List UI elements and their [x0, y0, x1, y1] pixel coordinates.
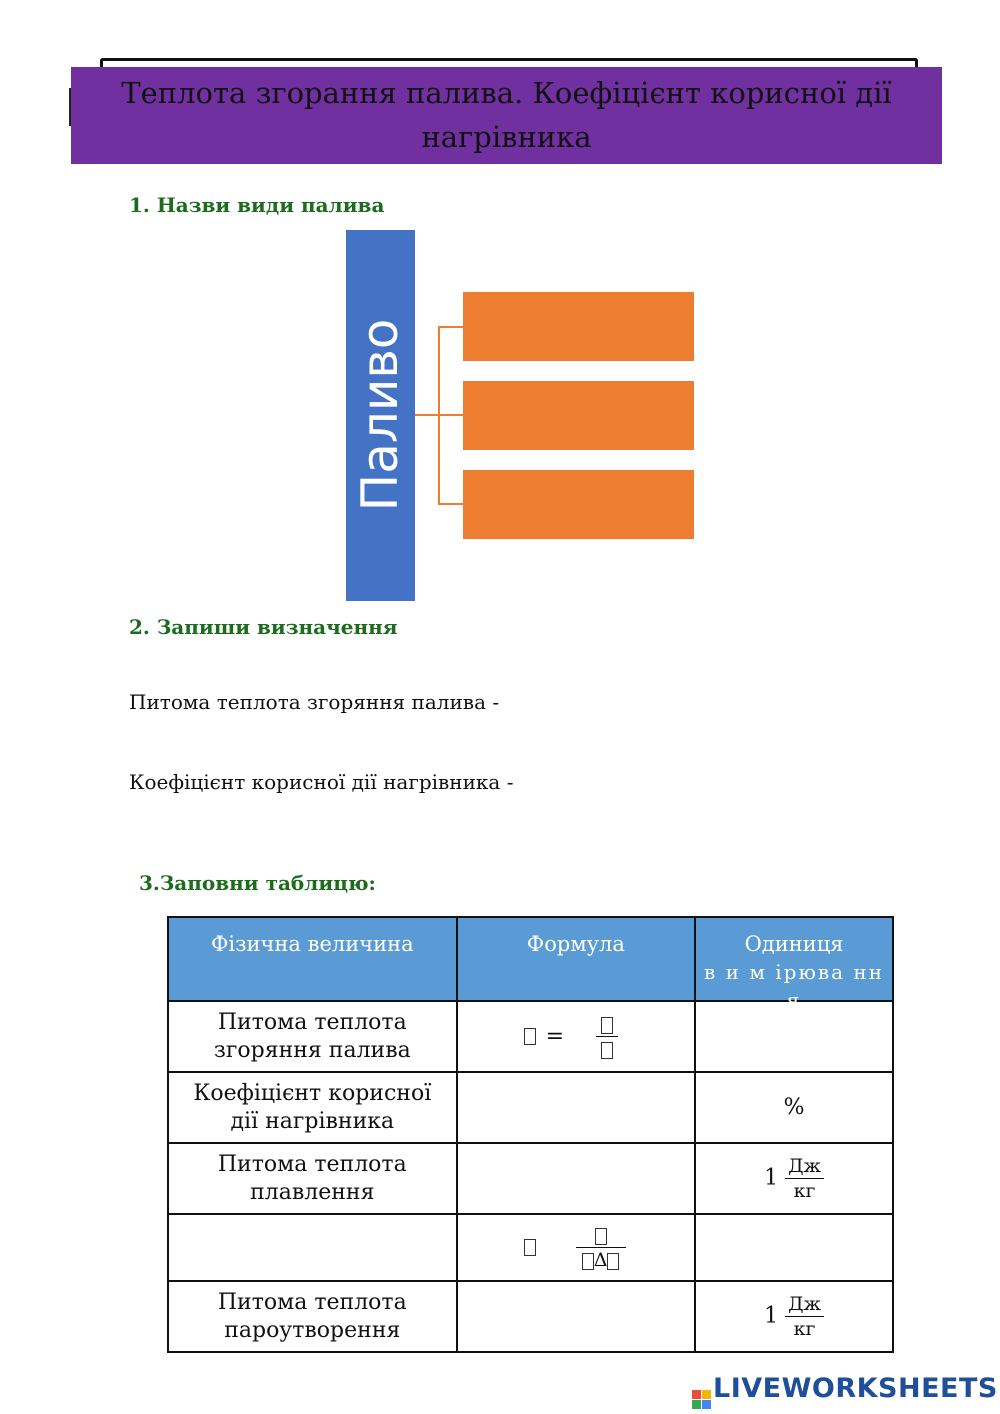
formula-fraction: [576, 1223, 626, 1272]
connector-branch-1: [438, 326, 463, 328]
row-4-formula: [457, 1214, 696, 1281]
formula-numerator-placeholder[interactable]: [595, 1228, 607, 1245]
row-5-unit-number: 1: [764, 1303, 779, 1329]
table-row: [168, 1143, 893, 1214]
fuel-category-label: Паливо: [351, 318, 409, 512]
table-header-row: [168, 917, 893, 1001]
row-2-name-line1: Коефіцієнт корисної: [193, 1080, 432, 1106]
row-3-unit-number: 1: [764, 1165, 779, 1191]
header-unit-label: Одиниця: [744, 932, 844, 956]
row-2-formula[interactable]: [457, 1072, 696, 1143]
connector-stem: [415, 414, 439, 416]
row-3-unit-denominator: кг: [793, 1180, 816, 1202]
header-formula: Формула: [457, 917, 696, 1001]
fuel-type-box-2[interactable]: [463, 381, 694, 450]
row-1-quantity: [168, 1001, 457, 1072]
fuel-type-box-3[interactable]: [463, 470, 694, 539]
liveworksheets-logo-icon: [692, 1390, 711, 1409]
formula-equals: =: [545, 1024, 565, 1049]
formula-denominator-placeholder[interactable]: [607, 1253, 619, 1270]
liveworksheets-logo-text: LIVEWORKSHEETS: [713, 1373, 998, 1404]
row-3-unit-numerator: Дж: [785, 1154, 824, 1179]
row-2-name-line2: дії нагрівника: [230, 1108, 395, 1134]
formula-placeholder[interactable]: [524, 1239, 536, 1256]
row-5-unit-numerator: Дж: [785, 1292, 824, 1317]
row-3-quantity: [168, 1143, 457, 1214]
table-row: [168, 1281, 893, 1352]
row-5-formula[interactable]: [457, 1281, 696, 1352]
section-3-heading: 3.Заповни таблицю:: [139, 871, 376, 895]
section-2-heading: 2. Запиши визначення: [129, 615, 398, 639]
row-3-unit: [695, 1143, 893, 1214]
header-unit: [695, 917, 893, 1012]
row-2-quantity: [168, 1072, 457, 1143]
page-title-line2: нагрівника: [421, 120, 592, 154]
row-5-unit: [695, 1281, 893, 1352]
definition-specific-heat-combustion: Питома теплота згоряння палива -: [129, 690, 500, 714]
row-5-unit-fraction: [785, 1292, 824, 1341]
quantities-table: [167, 916, 894, 1353]
formula-denominator-placeholder[interactable]: [601, 1042, 613, 1059]
row-5-unit-denominator: кг: [793, 1318, 816, 1340]
row-4-unit[interactable]: [695, 1214, 893, 1281]
header-quantity: Фізична величина: [168, 917, 457, 1001]
row-5-name-line1: Питома теплота: [217, 1289, 407, 1315]
formula-delta: Δ: [593, 1249, 608, 1271]
row-3-name-line1: Питома теплота: [217, 1151, 407, 1177]
formula-placeholder[interactable]: [524, 1028, 536, 1045]
row-3-unit-fraction: [785, 1154, 824, 1203]
section-1-heading: 1. Назви види палива: [129, 193, 385, 217]
row-1-name-line1: Питома теплота: [217, 1009, 407, 1035]
liveworksheets-logo: [692, 1373, 998, 1409]
table-row: [168, 1214, 893, 1281]
row-4-quantity[interactable]: [168, 1214, 457, 1281]
connector-branch-3: [438, 503, 463, 505]
fuel-type-box-1[interactable]: [463, 292, 694, 361]
row-1-formula: [457, 1001, 696, 1072]
table-row: [168, 1072, 893, 1143]
formula-denominator-placeholder[interactable]: [582, 1253, 594, 1270]
table-row: [168, 1001, 893, 1072]
page-title-line1: Теплота згорання палива. Коефіцієнт корисної дії: [121, 76, 892, 110]
row-1-name-line2: згоряння палива: [213, 1037, 411, 1063]
formula-numerator-placeholder[interactable]: [601, 1017, 613, 1034]
row-5-name-line2: пароутворення: [224, 1317, 401, 1343]
formula-fraction: [596, 1012, 618, 1061]
definition-heater-efficiency: Коефіцієнт корисної дії нагрівника -: [129, 770, 514, 794]
header-unit-sub: в и м ірюва нн я: [704, 960, 885, 1012]
connector-branch-2: [438, 414, 463, 416]
row-5-quantity: [168, 1281, 457, 1352]
row-2-unit: %: [695, 1072, 893, 1143]
row-3-name-line2: плавлення: [250, 1179, 375, 1205]
row-3-formula[interactable]: [457, 1143, 696, 1214]
page-title: [71, 67, 942, 164]
